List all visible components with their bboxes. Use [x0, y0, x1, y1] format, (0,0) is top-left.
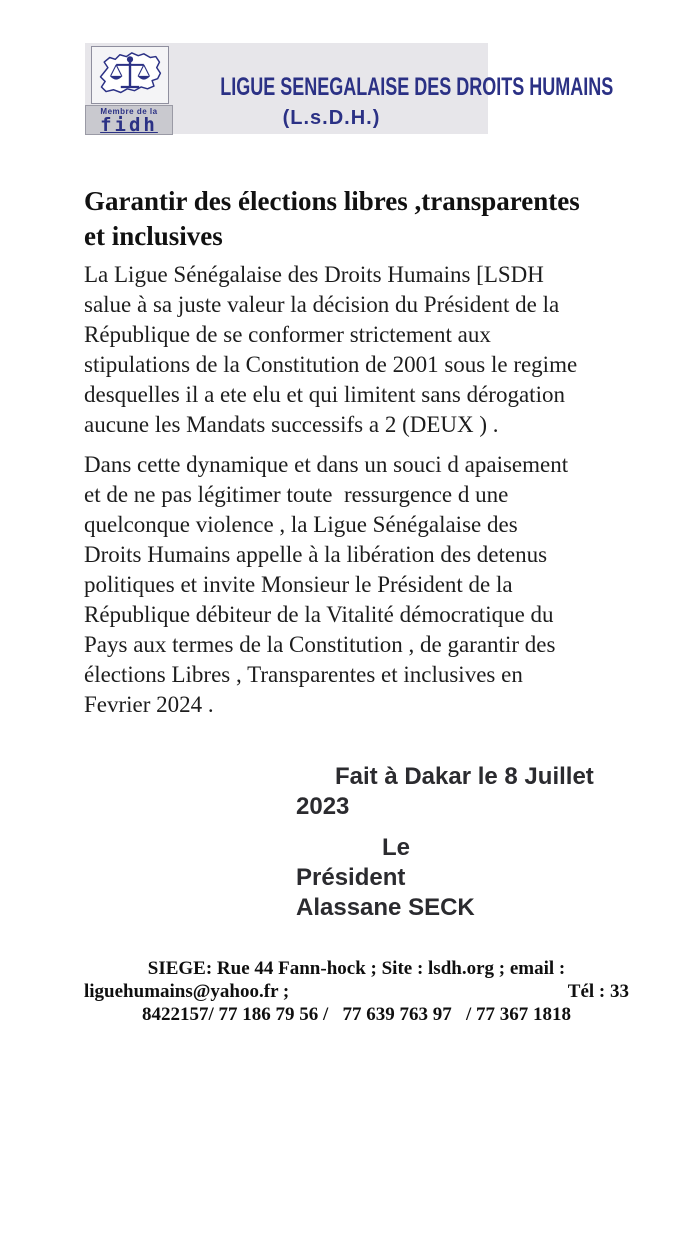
- text-line: stipulations de la Constitution de 2001 sous le regime: [84, 352, 578, 377]
- text-line: La Ligue Sénégalaise des Droits Humains [LSDH: [84, 262, 544, 287]
- doc-title: [84, 184, 644, 254]
- text-line: salue à sa juste valeur la décision du Président de la: [84, 292, 560, 317]
- sig-name: Alassane SECK: [296, 894, 475, 921]
- footer-phones: 8422157/ 77 186 79 56 / 77 639 763 97 / 77 367 1818: [141, 1004, 572, 1025]
- text-line: République de se conformer strictement aux: [84, 322, 491, 347]
- text-line: Garantir des élections libres ,transparentes: [84, 186, 580, 216]
- text-line: Fevrier 2024 .: [84, 692, 214, 717]
- org-banner-text: [177, 43, 614, 134]
- footer-email: liguehumains@yahoo.fr ;: [84, 981, 290, 1002]
- org-name: LIGUE SENEGALAISE DES DROITS HUMAINS: [220, 73, 614, 101]
- text-line: Pays aux termes de la Constitution , de garantir des: [84, 632, 556, 657]
- footer-address: SIEGE: Rue 44 Fann-hock ; Site : lsdh.org ; email :: [147, 958, 566, 979]
- text-line: Droits Humains appelle à la libération des detenus: [84, 542, 548, 567]
- membre-label: Membre de la: [100, 107, 158, 116]
- org-logo-box: [91, 46, 169, 104]
- footer-email-tel-row: [84, 980, 629, 1003]
- footer-tel-label: Tél : 33: [567, 981, 629, 1002]
- org-header-banner: [85, 43, 614, 136]
- sig-date-line2: 2023: [296, 793, 350, 820]
- text-line: aucune les Mandats successifs a 2 (DEUX ) .: [84, 412, 499, 437]
- paragraph-2: [84, 450, 650, 720]
- fidh-membership-badge: [85, 105, 173, 135]
- fidh-label: fidh: [100, 114, 158, 136]
- signature-block: [296, 762, 656, 923]
- sig-date-line1: Fait à Dakar le 8 Juillet: [335, 763, 594, 790]
- text-line: politiques et invite Monsieur le Président de la: [84, 572, 513, 597]
- sig-role-line1: Le: [382, 834, 411, 861]
- text-line: quelconque violence , la Ligue Sénégalaise des: [84, 512, 518, 537]
- text-line: Dans cette dynamique et dans un souci d apaisement: [84, 452, 569, 477]
- text-line: et inclusives: [84, 221, 223, 251]
- org-acronym: (L.s.D.H.): [282, 107, 381, 129]
- text-line: République débiteur de la Vitalité démocratique du: [84, 602, 554, 627]
- text-line: et de ne pas légitimer toute ressurgence d une: [84, 482, 509, 507]
- text-line: desquelles il a ete elu et qui limitent sans dérogation: [84, 382, 565, 407]
- footer-contact: [84, 957, 629, 1026]
- paragraph-1: [84, 260, 650, 440]
- sig-role-line2: Président: [296, 864, 406, 891]
- senegal-map-scales-icon: [95, 49, 165, 101]
- text-line: élections Libres , Transparentes et inclusives en: [84, 662, 523, 687]
